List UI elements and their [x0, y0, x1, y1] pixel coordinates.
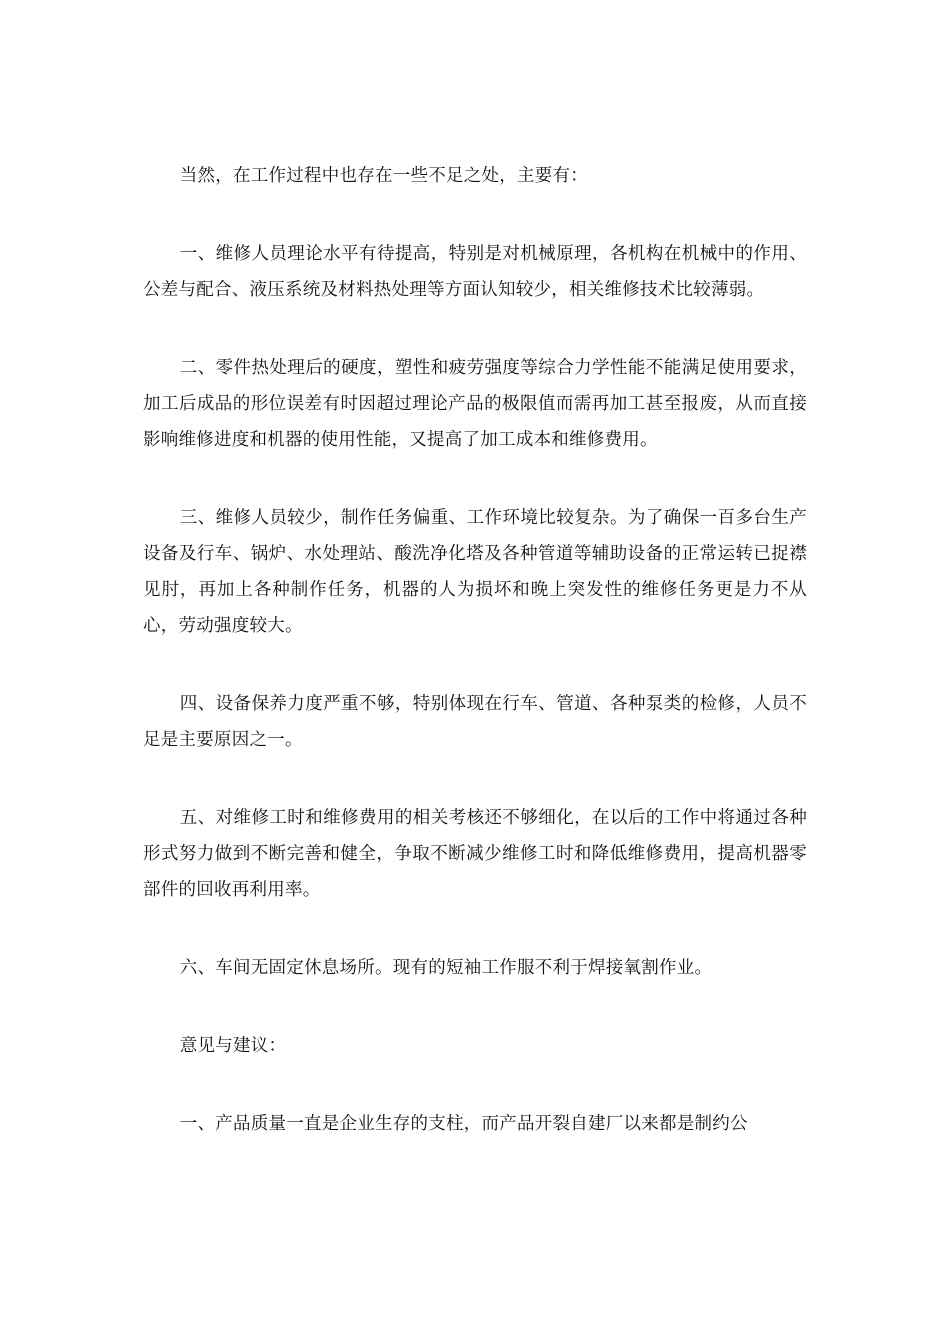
paragraph-issue-5: 五、对维修工时和维修费用的相关考核还不够细化，在以后的工作中将通过各种形式努力做到不断完善和健全，争取不断减少维修工时和降低维修费用，提高机器零部件的回收再利用率。	[143, 808, 807, 900]
paragraph-issue-1: 一、维修人员理论水平有待提高，特别是对机械原理，各机构在机械中的作用、公差与配合、液压系统及材料热处理等方面认知较少，相关维修技术比较薄弱。	[143, 244, 807, 300]
paragraph-issue-3: 三、维修人员较少，制作任务偏重、工作环境比较复杂。为了确保一百多台生产设备及行车、锅炉、水处理站、酸洗净化塔及各种管道等辅助设备的正常运转已捉襟见肘，再加上各种制作任务，机器的人为损坏和晚上突发性的维修任务更是力不从心，劳动强度较大。	[143, 508, 807, 636]
paragraph-issue-4: 四、设备保养力度严重不够，特别体现在行车、管道、各种泵类的检修，人员不足是主要原因之一。	[143, 694, 807, 750]
paragraph-issue-6: 六、车间无固定休息场所。现有的短袖工作服不利于焊接氧割作业。	[179, 958, 713, 978]
paragraph-intro: 当然，在工作过程中也存在一些不足之处，主要有：	[179, 166, 588, 186]
paragraph-issue-2: 二、零件热处理后的硬度，塑性和疲劳强度等综合力学性能不能满足使用要求，加工后成品的形位误差有时因超过理论产品的极限值而需再加工甚至报废，从而直接影响维修进度和机器的使用性能，又提高了加工成本和维修费用。	[143, 358, 807, 450]
paragraph-suggestion-1: 一、产品质量一直是企业生存的支柱，而产品开裂自建厂以来都是制约公	[179, 1114, 748, 1134]
document-body	[143, 158, 807, 1184]
section-heading-suggestions: 意见与建议：	[179, 1036, 287, 1056]
